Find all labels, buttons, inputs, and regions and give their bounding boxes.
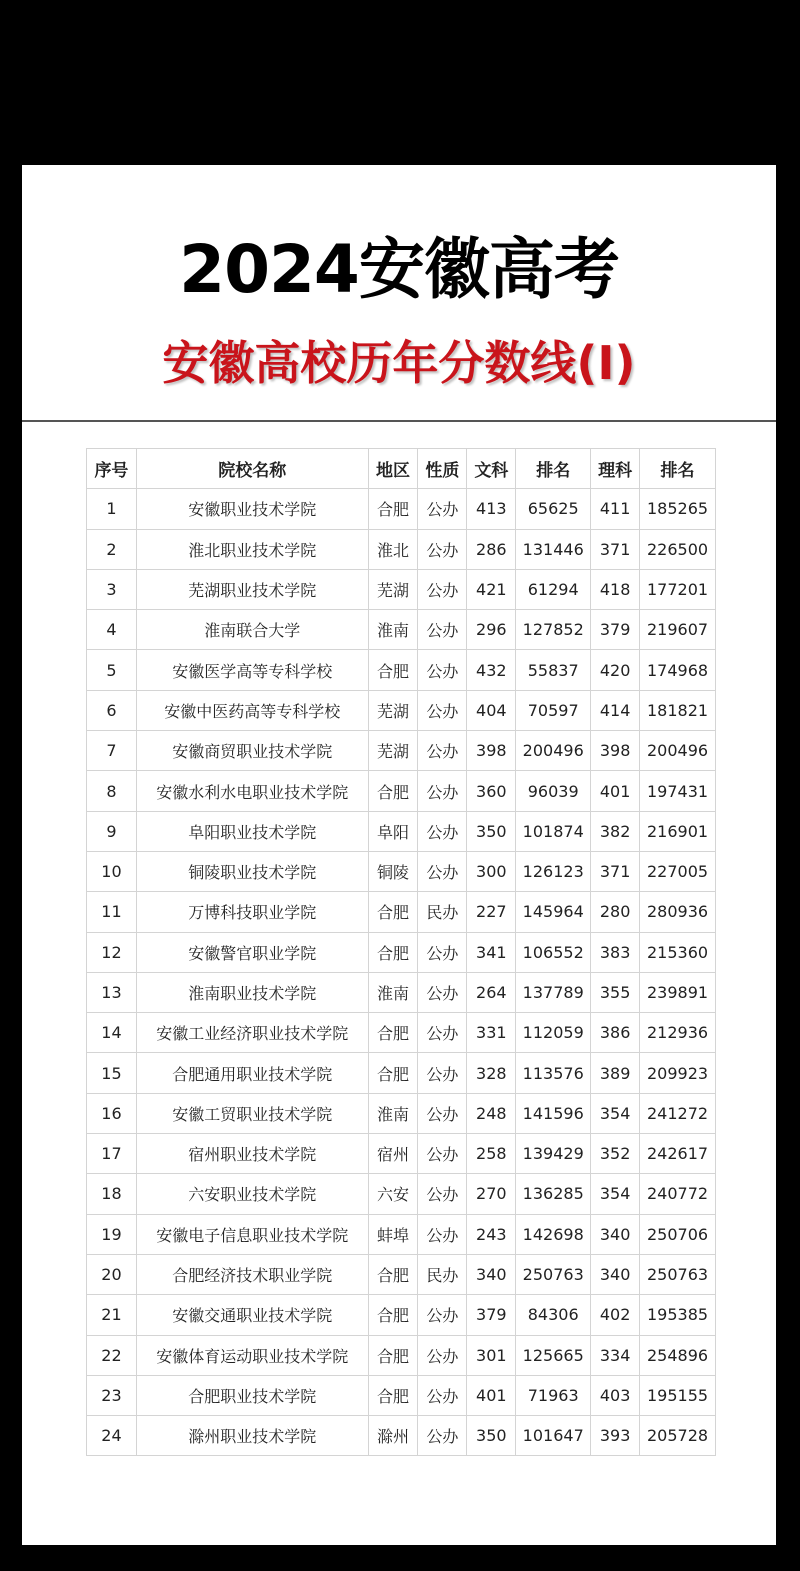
cell-type: 公办 — [418, 569, 467, 609]
table-row — [87, 1416, 716, 1456]
cell-science-rank: 242617 — [640, 1134, 716, 1174]
cell-index: 23 — [87, 1375, 137, 1415]
cell-index: 20 — [87, 1254, 137, 1294]
cell-school-name: 合肥经济技术职业学院 — [136, 1254, 368, 1294]
cell-index: 22 — [87, 1335, 137, 1375]
cell-science-rank: 250706 — [640, 1214, 716, 1254]
cell-arts-rank: 112059 — [516, 1013, 591, 1053]
cell-school-name: 安徽交通职业技术学院 — [136, 1295, 368, 1335]
cell-school-name: 淮南职业技术学院 — [136, 972, 368, 1012]
cell-type: 公办 — [418, 1053, 467, 1093]
header-science-score: 理科 — [591, 449, 640, 489]
cell-index: 4 — [87, 610, 137, 650]
cell-index: 5 — [87, 650, 137, 690]
cell-index: 21 — [87, 1295, 137, 1335]
header-index: 序号 — [87, 449, 137, 489]
cell-science-rank: 280936 — [640, 892, 716, 932]
table-row — [87, 1375, 716, 1415]
cell-arts-score: 341 — [467, 932, 516, 972]
cell-region: 合肥 — [368, 771, 418, 811]
cell-arts-rank: 106552 — [516, 932, 591, 972]
cell-type: 公办 — [418, 1214, 467, 1254]
table-row — [87, 932, 716, 972]
cell-science-rank: 216901 — [640, 811, 716, 851]
cell-type: 公办 — [418, 1295, 467, 1335]
cell-science-score: 411 — [591, 489, 640, 529]
cell-school-name: 安徽中医药高等专科学校 — [136, 690, 368, 730]
table-row — [87, 1093, 716, 1133]
cell-school-name: 淮南联合大学 — [136, 610, 368, 650]
cell-arts-score: 398 — [467, 731, 516, 771]
cell-region: 滁州 — [368, 1416, 418, 1456]
cell-science-score: 382 — [591, 811, 640, 851]
cell-science-rank: 195155 — [640, 1375, 716, 1415]
table-row — [87, 569, 716, 609]
cell-science-score: 402 — [591, 1295, 640, 1335]
cell-index: 19 — [87, 1214, 137, 1254]
cell-index: 7 — [87, 731, 137, 771]
cell-type: 公办 — [418, 771, 467, 811]
cell-region: 合肥 — [368, 650, 418, 690]
cell-type: 公办 — [418, 1013, 467, 1053]
table-header-row — [87, 449, 716, 489]
cell-science-score: 393 — [591, 1416, 640, 1456]
cell-region: 合肥 — [368, 1375, 418, 1415]
header-science-rank: 排名 — [640, 449, 716, 489]
cell-type: 公办 — [418, 489, 467, 529]
cell-region: 铜陵 — [368, 851, 418, 891]
cell-science-rank: 241272 — [640, 1093, 716, 1133]
cell-arts-rank: 125665 — [516, 1335, 591, 1375]
cell-science-rank: 200496 — [640, 731, 716, 771]
cell-science-rank: 181821 — [640, 690, 716, 730]
cell-arts-score: 379 — [467, 1295, 516, 1335]
cell-arts-score: 286 — [467, 529, 516, 569]
cell-science-rank: 250763 — [640, 1254, 716, 1294]
cell-region: 芜湖 — [368, 731, 418, 771]
table-row — [87, 771, 716, 811]
cell-arts-score: 401 — [467, 1375, 516, 1415]
cell-arts-rank: 101874 — [516, 811, 591, 851]
table-row — [87, 892, 716, 932]
table-row — [87, 610, 716, 650]
page-title: 2024安徽高考 — [179, 231, 619, 308]
cell-arts-rank: 126123 — [516, 851, 591, 891]
cell-region: 芜湖 — [368, 569, 418, 609]
cell-science-score: 383 — [591, 932, 640, 972]
cell-arts-score: 300 — [467, 851, 516, 891]
poster-card — [22, 165, 776, 1545]
cell-school-name: 安徽工业经济职业技术学院 — [136, 1013, 368, 1053]
cell-school-name: 合肥通用职业技术学院 — [136, 1053, 368, 1093]
table-row — [87, 1013, 716, 1053]
cell-index: 16 — [87, 1093, 137, 1133]
cell-school-name: 阜阳职业技术学院 — [136, 811, 368, 851]
cell-region: 芜湖 — [368, 690, 418, 730]
cell-school-name: 宿州职业技术学院 — [136, 1134, 368, 1174]
cell-school-name: 安徽警官职业学院 — [136, 932, 368, 972]
divider — [22, 420, 776, 422]
cell-arts-rank: 96039 — [516, 771, 591, 811]
cell-type: 公办 — [418, 650, 467, 690]
cell-arts-rank: 136285 — [516, 1174, 591, 1214]
cell-arts-score: 360 — [467, 771, 516, 811]
cell-index: 1 — [87, 489, 137, 529]
cell-index: 2 — [87, 529, 137, 569]
cell-index: 14 — [87, 1013, 137, 1053]
cell-type: 公办 — [418, 932, 467, 972]
header-school-name: 院校名称 — [136, 449, 368, 489]
cell-type: 公办 — [418, 811, 467, 851]
cell-arts-score: 413 — [467, 489, 516, 529]
cell-school-name: 芜湖职业技术学院 — [136, 569, 368, 609]
cell-index: 3 — [87, 569, 137, 609]
cell-index: 13 — [87, 972, 137, 1012]
cell-region: 合肥 — [368, 1295, 418, 1335]
cell-science-score: 371 — [591, 529, 640, 569]
cell-type: 公办 — [418, 1335, 467, 1375]
cell-region: 合肥 — [368, 1053, 418, 1093]
cell-arts-score: 350 — [467, 811, 516, 851]
table-row — [87, 690, 716, 730]
cell-type: 公办 — [418, 1416, 467, 1456]
cell-science-score: 386 — [591, 1013, 640, 1053]
cell-science-score: 340 — [591, 1254, 640, 1294]
cell-region: 宿州 — [368, 1134, 418, 1174]
table-row — [87, 1174, 716, 1214]
cell-region: 六安 — [368, 1174, 418, 1214]
cell-science-score: 354 — [591, 1093, 640, 1133]
cell-school-name: 淮北职业技术学院 — [136, 529, 368, 569]
cell-arts-rank: 84306 — [516, 1295, 591, 1335]
cell-index: 17 — [87, 1134, 137, 1174]
cell-arts-score: 421 — [467, 569, 516, 609]
cell-science-rank: 215360 — [640, 932, 716, 972]
cell-arts-rank: 137789 — [516, 972, 591, 1012]
cell-science-score: 334 — [591, 1335, 640, 1375]
cell-region: 合肥 — [368, 1013, 418, 1053]
cell-school-name: 安徽职业技术学院 — [136, 489, 368, 529]
cell-arts-score: 270 — [467, 1174, 516, 1214]
cell-science-score: 355 — [591, 972, 640, 1012]
cell-science-score: 379 — [591, 610, 640, 650]
cell-science-rank: 174968 — [640, 650, 716, 690]
cell-arts-rank: 145964 — [516, 892, 591, 932]
cell-science-rank: 239891 — [640, 972, 716, 1012]
cell-region: 阜阳 — [368, 811, 418, 851]
cell-region: 淮南 — [368, 972, 418, 1012]
cell-arts-score: 404 — [467, 690, 516, 730]
cell-science-score: 280 — [591, 892, 640, 932]
cell-arts-score: 301 — [467, 1335, 516, 1375]
cell-arts-rank: 200496 — [516, 731, 591, 771]
cell-arts-rank: 71963 — [516, 1375, 591, 1415]
table-row — [87, 972, 716, 1012]
cell-science-score: 352 — [591, 1134, 640, 1174]
cell-region: 合肥 — [368, 932, 418, 972]
cell-school-name: 安徽工贸职业技术学院 — [136, 1093, 368, 1133]
cell-science-rank: 254896 — [640, 1335, 716, 1375]
cell-arts-score: 328 — [467, 1053, 516, 1093]
cell-region: 淮南 — [368, 610, 418, 650]
cell-school-name: 安徽医学高等专科学校 — [136, 650, 368, 690]
cell-school-name: 铜陵职业技术学院 — [136, 851, 368, 891]
table-row — [87, 1254, 716, 1294]
cell-index: 9 — [87, 811, 137, 851]
cell-type: 民办 — [418, 892, 467, 932]
cell-science-score: 414 — [591, 690, 640, 730]
cell-arts-rank: 127852 — [516, 610, 591, 650]
table-row — [87, 851, 716, 891]
header-arts-score: 文科 — [467, 449, 516, 489]
cell-arts-rank: 61294 — [516, 569, 591, 609]
cell-arts-rank: 141596 — [516, 1093, 591, 1133]
cell-arts-rank: 139429 — [516, 1134, 591, 1174]
cell-arts-rank: 70597 — [516, 690, 591, 730]
table-row — [87, 811, 716, 851]
cell-region: 合肥 — [368, 1335, 418, 1375]
cell-science-rank: 227005 — [640, 851, 716, 891]
cell-index: 8 — [87, 771, 137, 811]
cell-science-score: 420 — [591, 650, 640, 690]
cell-arts-score: 264 — [467, 972, 516, 1012]
cell-type: 公办 — [418, 1174, 467, 1214]
cell-type: 公办 — [418, 972, 467, 1012]
cell-school-name: 滁州职业技术学院 — [136, 1416, 368, 1456]
table-row — [87, 1335, 716, 1375]
cell-arts-score: 258 — [467, 1134, 516, 1174]
table-row — [87, 1214, 716, 1254]
cell-arts-rank: 101647 — [516, 1416, 591, 1456]
cell-science-score: 389 — [591, 1053, 640, 1093]
table-body — [87, 489, 716, 1456]
cell-arts-score: 331 — [467, 1013, 516, 1053]
cell-arts-score: 248 — [467, 1093, 516, 1133]
cell-index: 12 — [87, 932, 137, 972]
cell-science-rank: 195385 — [640, 1295, 716, 1335]
cell-school-name: 六安职业技术学院 — [136, 1174, 368, 1214]
cell-arts-score: 243 — [467, 1214, 516, 1254]
cell-science-rank: 205728 — [640, 1416, 716, 1456]
cell-region: 蚌埠 — [368, 1214, 418, 1254]
cell-school-name: 安徽电子信息职业技术学院 — [136, 1214, 368, 1254]
cell-index: 24 — [87, 1416, 137, 1456]
cell-region: 淮南 — [368, 1093, 418, 1133]
cell-school-name: 合肥职业技术学院 — [136, 1375, 368, 1415]
cell-science-rank: 226500 — [640, 529, 716, 569]
cell-science-score: 340 — [591, 1214, 640, 1254]
cell-index: 6 — [87, 690, 137, 730]
cell-science-rank: 185265 — [640, 489, 716, 529]
cell-index: 10 — [87, 851, 137, 891]
cell-arts-score: 340 — [467, 1254, 516, 1294]
cell-arts-rank: 250763 — [516, 1254, 591, 1294]
cell-type: 公办 — [418, 1134, 467, 1174]
cell-science-score: 398 — [591, 731, 640, 771]
cell-science-rank: 177201 — [640, 569, 716, 609]
cell-school-name: 安徽体育运动职业技术学院 — [136, 1335, 368, 1375]
cell-region: 合肥 — [368, 892, 418, 932]
header-type: 性质 — [418, 449, 467, 489]
cell-school-name: 安徽商贸职业技术学院 — [136, 731, 368, 771]
cell-arts-rank: 113576 — [516, 1053, 591, 1093]
cell-school-name: 万博科技职业学院 — [136, 892, 368, 932]
cell-type: 公办 — [418, 1375, 467, 1415]
cell-science-score: 371 — [591, 851, 640, 891]
cell-science-score: 418 — [591, 569, 640, 609]
cell-school-name: 安徽水利水电职业技术学院 — [136, 771, 368, 811]
cell-arts-rank: 55837 — [516, 650, 591, 690]
cell-science-score: 401 — [591, 771, 640, 811]
cell-type: 公办 — [418, 1093, 467, 1133]
cell-region: 合肥 — [368, 1254, 418, 1294]
cell-arts-score: 432 — [467, 650, 516, 690]
cell-science-score: 354 — [591, 1174, 640, 1214]
cell-type: 公办 — [418, 731, 467, 771]
header-arts-rank: 排名 — [516, 449, 591, 489]
cell-type: 民办 — [418, 1254, 467, 1294]
cell-arts-score: 350 — [467, 1416, 516, 1456]
cell-region: 合肥 — [368, 489, 418, 529]
cell-type: 公办 — [418, 529, 467, 569]
table-row — [87, 731, 716, 771]
cell-science-rank: 209923 — [640, 1053, 716, 1093]
cell-type: 公办 — [418, 610, 467, 650]
table-row — [87, 529, 716, 569]
cell-index: 11 — [87, 892, 137, 932]
cell-science-rank: 197431 — [640, 771, 716, 811]
header-region: 地区 — [368, 449, 418, 489]
table-row — [87, 1053, 716, 1093]
page-subtitle: 安徽高校历年分数线(I) — [162, 336, 636, 390]
cell-arts-rank: 65625 — [516, 489, 591, 529]
cell-arts-score: 227 — [467, 892, 516, 932]
cell-index: 18 — [87, 1174, 137, 1214]
cell-type: 公办 — [418, 851, 467, 891]
cell-index: 15 — [87, 1053, 137, 1093]
cell-region: 淮北 — [368, 529, 418, 569]
cell-science-rank: 240772 — [640, 1174, 716, 1214]
score-table — [86, 448, 716, 1456]
cell-science-score: 403 — [591, 1375, 640, 1415]
table-row — [87, 650, 716, 690]
cell-arts-score: 296 — [467, 610, 516, 650]
cell-type: 公办 — [418, 690, 467, 730]
table-row — [87, 1295, 716, 1335]
cell-science-rank: 219607 — [640, 610, 716, 650]
table-row — [87, 1134, 716, 1174]
table-row — [87, 489, 716, 529]
cell-arts-rank: 142698 — [516, 1214, 591, 1254]
cell-science-rank: 212936 — [640, 1013, 716, 1053]
cell-arts-rank: 131446 — [516, 529, 591, 569]
